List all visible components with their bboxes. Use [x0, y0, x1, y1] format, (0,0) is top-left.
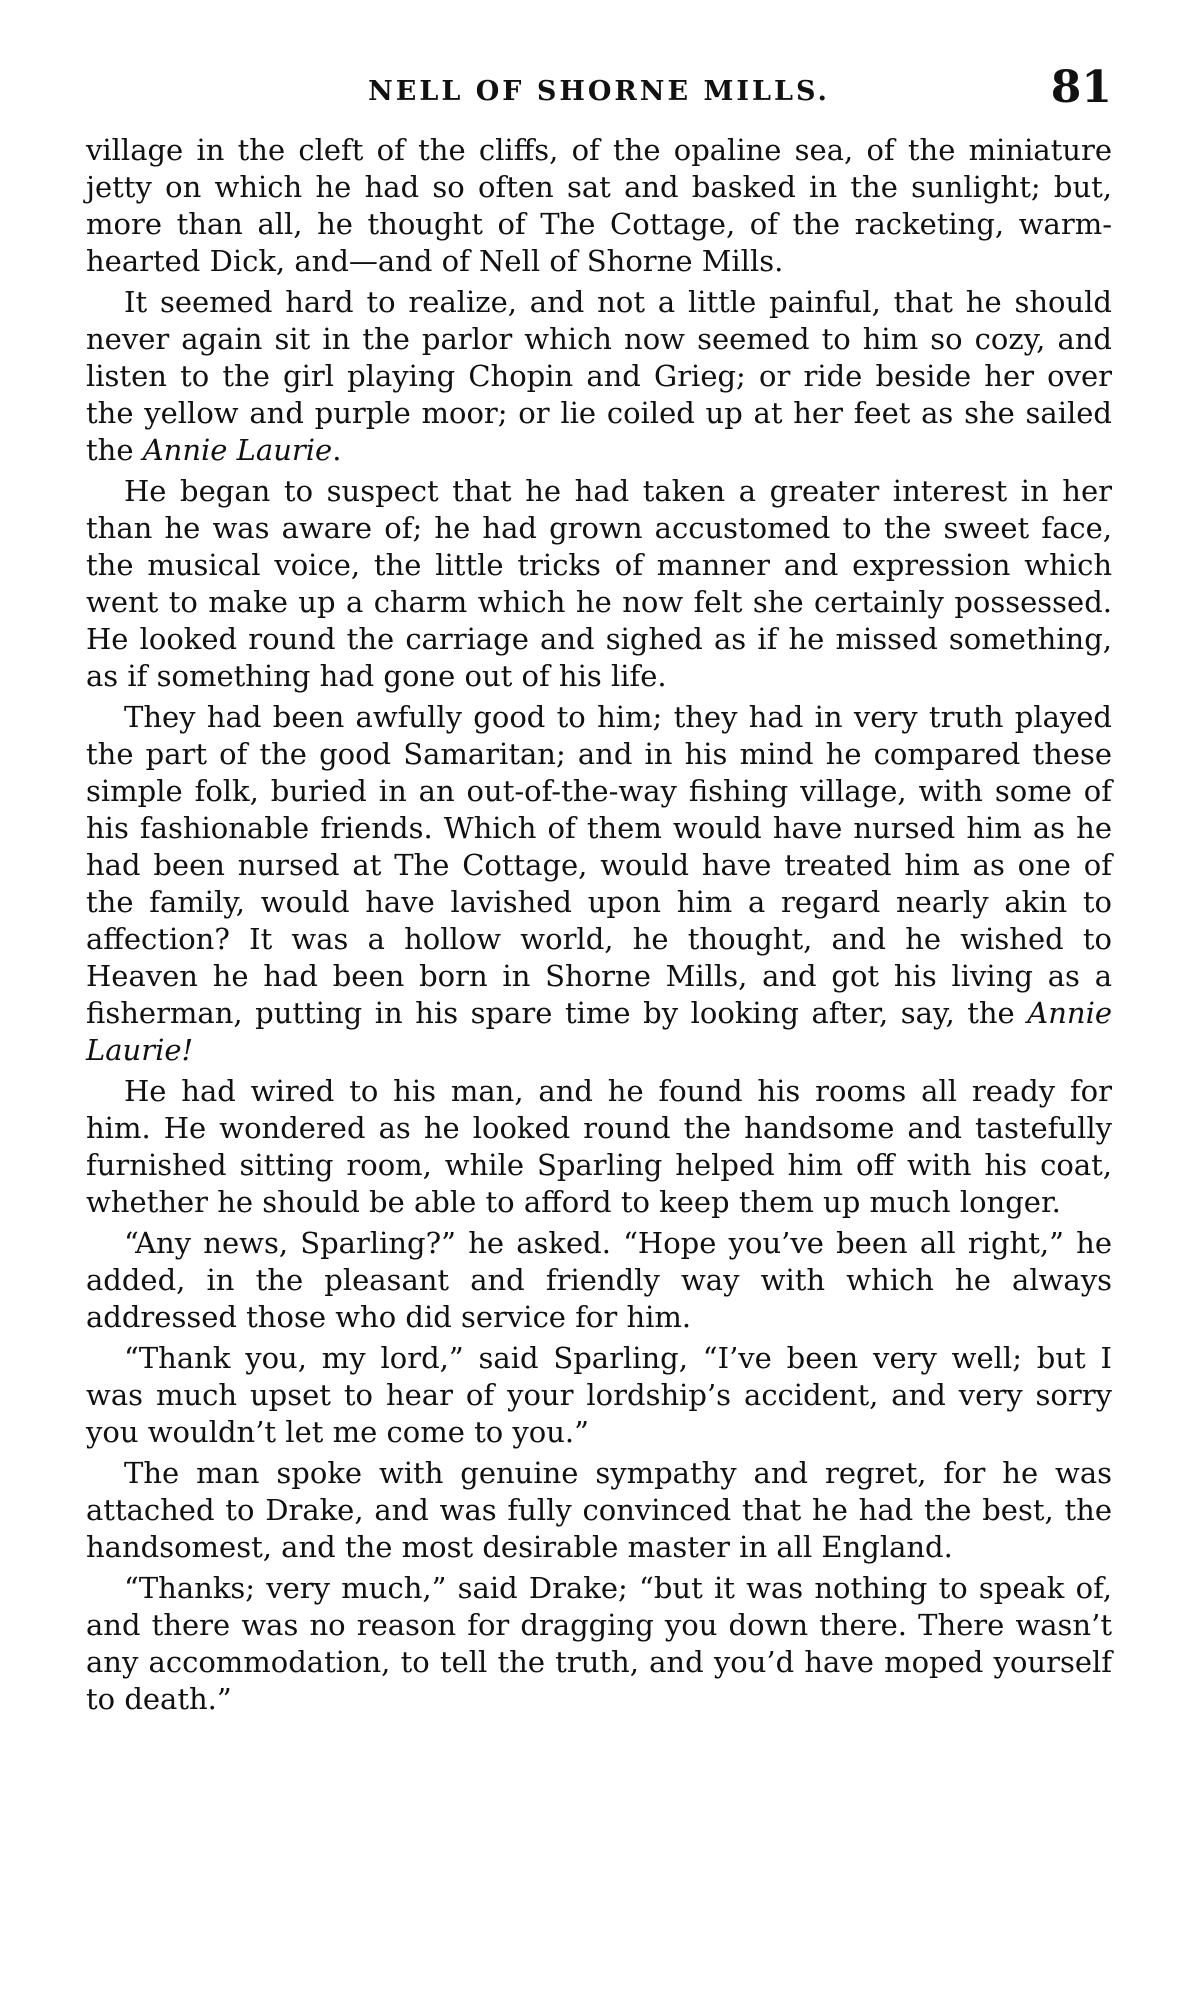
paragraph-4: They had been awfully good to him; they had in very truth played the part of the good Samaritan; and in his mind he compared these simple folk, buried in an out-of-the-way fishing village, with some of his fashionable friends. Which of them would have nursed him as he had been nursed at The Cottage, would have treated him as one of the family, would have lavished upon him a regard nearly akin to affection? It was a hollow world, he thought, and he wished to Heaven he had been born in Shorne Mills, and got his living as a fisherman, putting in his spare time by looking after, say, the Annie Laurie! — [86, 700, 1112, 1067]
paragraph-7: “Thank you, my lord,” said Sparling, “I’ve been very well; but I was much upset to hear of your lordship’s accident, and very sorry you wouldn’t let me come to you.” — [86, 1341, 1112, 1449]
ship-name: Annie Laurie — [142, 433, 333, 467]
paragraph-8: The man spoke with genuine sympathy and regret, for he was attached to Drake, and was fully convinced that he had the best, the handsomest, and the most desirable master in all England. — [86, 1456, 1112, 1564]
paragraph-1: village in the cleft of the cliffs, of the opaline sea, of the miniature jetty on which he had so often sat and basked in the sunlight; but, more than all, he thought of The Cottage, of the racketing, warm-hearted Dick, and—and of Nell of Shorne Mills. — [86, 133, 1112, 278]
paragraph-2: It seemed hard to realize, and not a little painful, that he should never again sit in the parlor which now seemed to him so cozy, and listen to the girl playing Chopin and Grieg; or ride beside her over the yellow and purple moor; or lie coiled up at her feet as she sailed the Annie Laurie. — [86, 285, 1112, 467]
page-number: 81 — [1050, 62, 1112, 113]
paragraph-9: “Thanks; very much,” said Drake; “but it was nothing to speak of, and there was no reason for dragging you down there. There wasn’t any accommodation, to tell the truth, and you’d have moped yourself to death.” — [86, 1571, 1112, 1716]
paragraph-5: He had wired to his man, and he found his rooms all ready for him. He wondered as he looked round the handsome and tastefully furnished sitting room, while Sparling helped him off with his coat, whether he should be able to afford to keep them up much longer. — [86, 1074, 1112, 1219]
running-title: NELL OF SHORNE MILLS. — [368, 76, 830, 107]
ship-name: Annie Laurie! — [86, 996, 1112, 1067]
body-text — [86, 132, 1112, 1718]
paragraph-6: “Any news, Sparling?” he asked. “Hope you’ve been all right,” he added, in the pleasant and friendly way with which he always addressed those who did service for him. — [86, 1226, 1112, 1334]
paragraph-3: He began to suspect that he had taken a greater interest in her than he was aware of; he had grown accustomed to the sweet face, the musical voice, the little tricks of manner and expression which went to make up a charm which he now felt she certainly possessed. He looked round the carriage and sighed as if he missed something, as if something had gone out of his life. — [86, 474, 1112, 693]
running-head — [86, 62, 1112, 116]
